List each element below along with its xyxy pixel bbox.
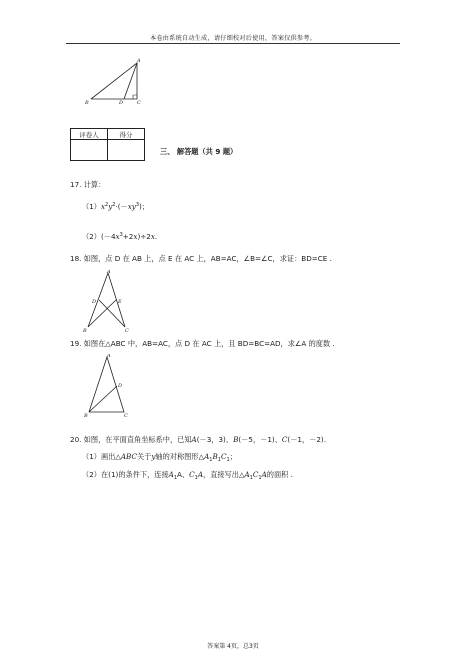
label-D: D xyxy=(92,299,97,305)
q19-text: 19. 如图在△ABC 中，AB=AC，点 D 在 AC 上，且 BD=BC=AD，求∠A 的度数 . xyxy=(70,339,335,348)
section-title: 三、 解答题（共 9 题） xyxy=(160,147,238,156)
label-C: C xyxy=(124,413,128,418)
q20-heading: 20. 如图，在平面直角坐标系中，已知A(－3，3)、B(－5，－1)、C(－1，－2). xyxy=(70,435,327,444)
label-E: E xyxy=(118,299,122,305)
q18-text: 18. 如图，点 D 在 AB 上，点 E 在 AC 上，AB=AC，∠B=∠C，求证：BD=CE . xyxy=(70,254,332,263)
page-header: 本卷由系统自动生成，请仔细校对后使用，答案仅供参考。 xyxy=(149,35,317,42)
label-C: C xyxy=(137,100,141,106)
label-B: B xyxy=(85,100,89,106)
label-A: A xyxy=(107,270,111,275)
label-B: B xyxy=(83,328,87,332)
label-B: B xyxy=(84,413,88,418)
q20-part1: （1）画出△ABC关于y轴的对称图形$\triangle A_1B_1C_1$； xyxy=(82,452,237,463)
label-A: A xyxy=(107,354,111,359)
label-D: D xyxy=(119,100,124,106)
label-C: C xyxy=(125,328,129,332)
label-A: A xyxy=(137,58,141,64)
q17-heading: 17. 计算： xyxy=(70,180,106,189)
q19-figure xyxy=(80,354,136,418)
score-table-reviewer: 评卷人 xyxy=(71,129,108,140)
page-footer: 答案第 4页，总3页 xyxy=(207,643,259,650)
label-D: D xyxy=(118,383,123,389)
q20-part2: （2）在(1)的条件下，连接$A_1A$、$C_1A$，直接写出$\triangle A_1C_1A$的面积 . xyxy=(82,470,293,481)
score-table xyxy=(70,128,145,161)
score-table-cell xyxy=(71,140,108,161)
q18-figure xyxy=(78,270,142,332)
score-table-cell xyxy=(108,140,145,161)
q17-part1: $(1)x^2y^2\cdot(-xy^3)$； xyxy=(82,202,150,211)
header-divider xyxy=(66,43,400,44)
score-table-score: 得分 xyxy=(108,129,145,140)
figure-top-triangle xyxy=(82,56,152,108)
q17-part2: $(2)(-4x^3+2x)\div 2x$. xyxy=(82,232,158,241)
